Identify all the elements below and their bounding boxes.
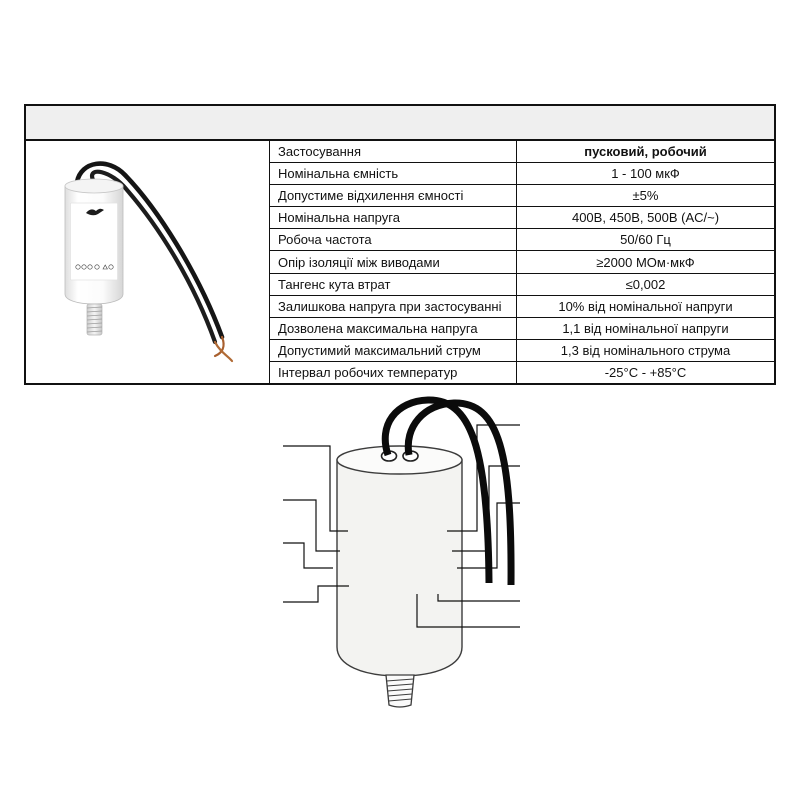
table-row — [270, 185, 774, 207]
photo-label — [71, 203, 118, 280]
spec-value: 1 - 100 мкФ — [611, 166, 680, 182]
spec-label: Опір ізоляції між виводами — [270, 251, 517, 272]
table-row — [270, 362, 774, 383]
table-row — [270, 229, 774, 251]
spec-value: 1,3 від номінального струма — [560, 342, 731, 358]
photo-threaded-stud — [87, 304, 102, 335]
capacitor-photo — [26, 141, 270, 383]
spec-label: Допустимий максимальний струм — [270, 340, 517, 361]
spec-value: 400В, 450В, 500В (AC/~) — [571, 210, 720, 226]
capacitor-photo-cell — [26, 141, 270, 383]
spec-value: пусковий, робочий — [584, 144, 707, 160]
spec-value: 10% від номінальної напруги — [558, 298, 733, 314]
spec-label: Допустиме відхилення ємності — [270, 185, 517, 206]
diagram-capacitor-body — [337, 446, 462, 707]
table-row — [270, 274, 774, 296]
spec-label: Залишкова напруга при застосуванні — [270, 296, 517, 317]
spec-label: Номінальна напруга — [270, 207, 517, 228]
table-row — [270, 141, 774, 163]
table-row — [270, 163, 774, 185]
spec-rows — [270, 141, 774, 383]
table-row — [270, 251, 774, 273]
spec-table — [24, 104, 776, 385]
capacitor-marking-diagram — [0, 395, 800, 800]
spec-label: Інтервал робочих температур — [270, 362, 517, 383]
spec-table-title — [26, 106, 774, 141]
connector-voltage — [283, 543, 333, 568]
spec-value: -25°C - +85°C — [604, 364, 687, 380]
spec-label: Робоча частота — [270, 229, 517, 250]
table-row — [270, 318, 774, 340]
table-row — [270, 340, 774, 362]
spec-label: Номінальна ємність — [270, 163, 517, 184]
table-row — [270, 207, 774, 229]
spec-label: Тангенс кута втрат — [270, 274, 517, 295]
spec-value: ≤0,002 — [625, 276, 666, 292]
spec-value: ±5% — [632, 188, 659, 204]
spec-value: 1,1 від номінальної напруги — [562, 320, 729, 336]
table-row — [270, 296, 774, 318]
spec-label: Застосування — [270, 141, 517, 162]
spec-label: Дозволена максимальна напруга — [270, 318, 517, 339]
spec-value: ≥2000 МОм·мкФ — [596, 254, 695, 270]
spec-value: 50/60 Гц — [620, 232, 671, 248]
diagram-threaded-stud — [386, 675, 414, 707]
